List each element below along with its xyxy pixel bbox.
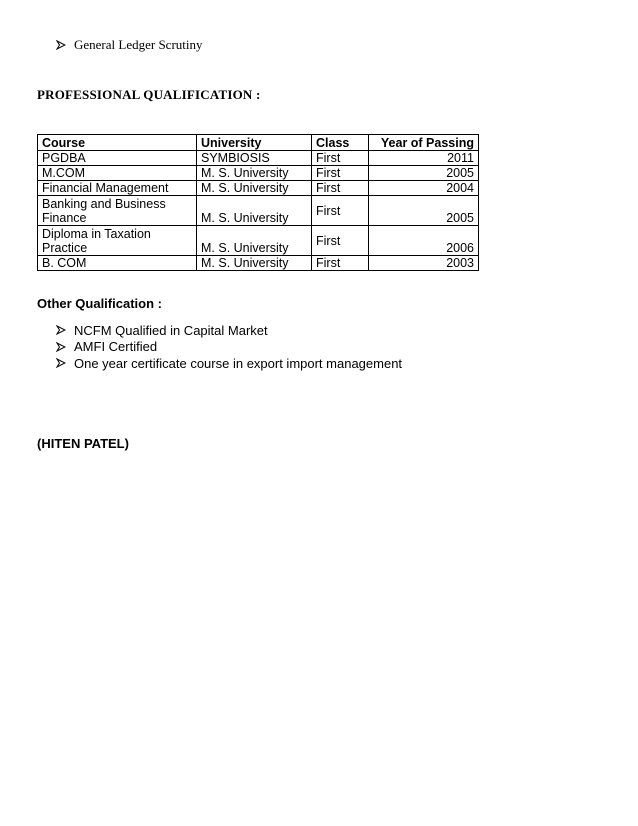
cell-course: M.COM: [38, 166, 197, 181]
arrow-bullet-icon: [56, 325, 74, 335]
cell-university: SYMBIOSIS: [197, 151, 312, 166]
cell-year: 2005: [369, 166, 479, 181]
list-item: [56, 322, 402, 339]
table-row: [38, 181, 479, 196]
cell-course: Financial Management: [38, 181, 197, 196]
cell-class: First: [312, 181, 369, 196]
signature-name: (HITEN PATEL): [37, 436, 129, 451]
table-row: [38, 196, 479, 226]
cell-class: First: [312, 256, 369, 271]
cell-year: 2004: [369, 181, 479, 196]
cell-course-line2: Finance: [42, 211, 87, 225]
cell-university: M. S. University: [197, 196, 312, 226]
header-course: Course: [38, 135, 197, 151]
cell-class: First: [312, 226, 369, 256]
table-row: [38, 166, 479, 181]
table-row: [38, 151, 479, 166]
arrow-bullet-icon: [56, 358, 74, 368]
cell-course: B. COM: [38, 256, 197, 271]
cell-course: [38, 196, 197, 226]
table-row: [38, 226, 479, 256]
cell-class: First: [312, 196, 369, 226]
header-class: Class: [312, 135, 369, 151]
cell-course-line1: Banking and Business: [42, 197, 166, 211]
cell-university: M. S. University: [197, 166, 312, 181]
table-header-row: [38, 135, 479, 151]
header-year: Year of Passing: [369, 135, 479, 151]
cell-university: M. S. University: [197, 256, 312, 271]
arrow-bullet-icon: [56, 342, 74, 352]
cell-year: 2006: [369, 226, 479, 256]
arrow-bullet-icon: [56, 40, 74, 50]
other-qualification-list: [56, 322, 402, 372]
header-university: University: [197, 135, 312, 151]
cell-university: M. S. University: [197, 181, 312, 196]
other-qualification-heading: Other Qualification :: [37, 296, 162, 311]
list-item: [56, 339, 402, 356]
qualification-table: [37, 134, 479, 271]
top-bullet-item: [56, 37, 203, 53]
list-item: [56, 355, 402, 372]
cell-course: PGDBA: [38, 151, 197, 166]
cell-course-line1: Diploma in Taxation: [42, 227, 151, 241]
list-item-text: One year certificate course in export import management: [74, 355, 403, 371]
cell-course-line2: Practice: [42, 241, 88, 255]
cell-class: First: [312, 166, 369, 181]
table-row: [38, 256, 479, 271]
cell-year: 2005: [369, 196, 479, 226]
cell-university: M. S. University: [197, 226, 312, 256]
cell-year: 2011: [369, 151, 479, 166]
cell-year: 2003: [369, 256, 479, 271]
list-item-text: NCFM Qualified in Capital Market: [74, 322, 268, 338]
cell-class: First: [312, 151, 369, 166]
cell-course: [38, 226, 197, 256]
top-bullet-text: General Ledger Scrutiny: [74, 37, 203, 52]
list-item-text: AMFI Certified: [74, 339, 158, 355]
professional-qualification-heading: PROFESSIONAL QUALIFICATION :: [37, 87, 261, 102]
